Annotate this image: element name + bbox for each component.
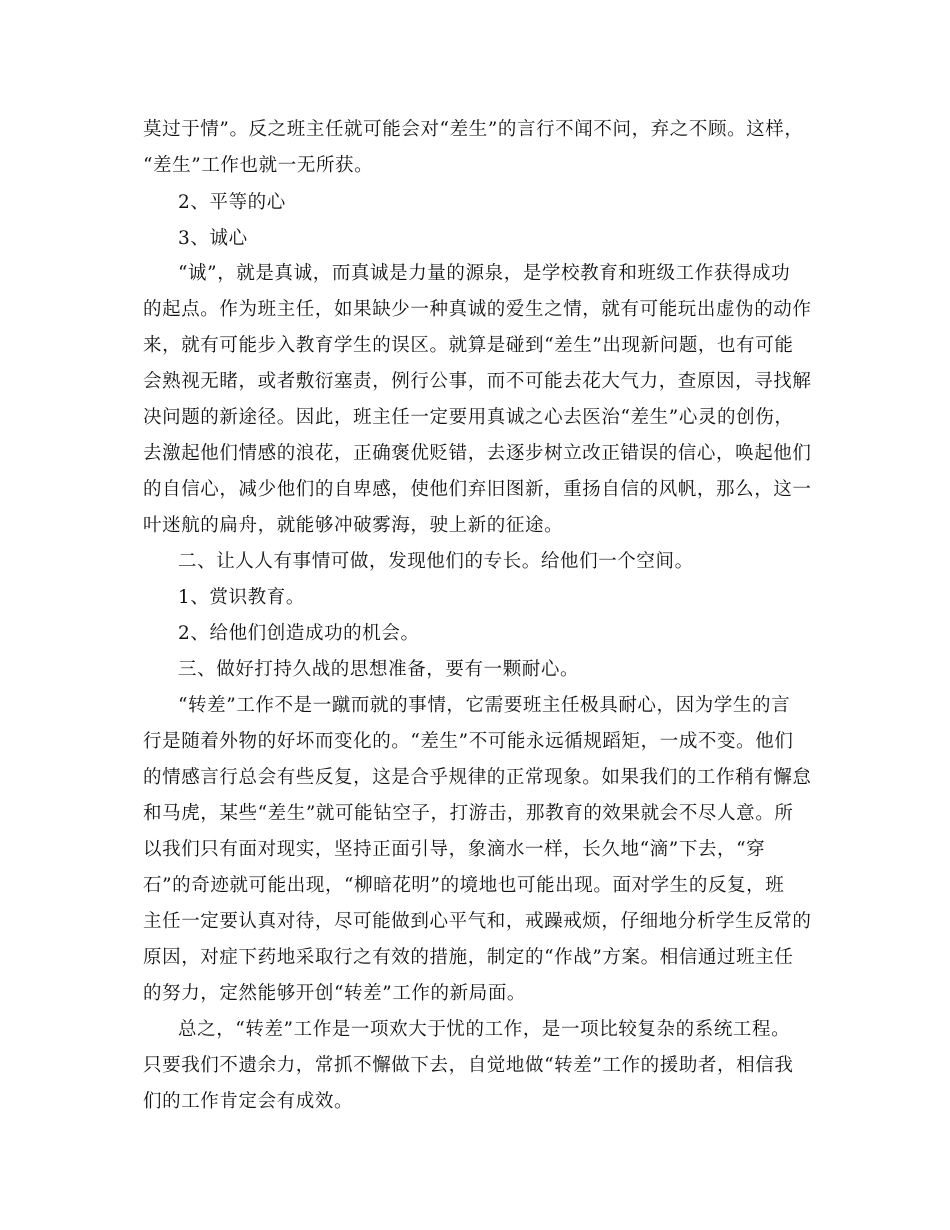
paragraph-start: “转差”工作不是一蹴而就的事情，它需要班主任极具耐心，因为学生的言 bbox=[178, 695, 791, 716]
text-line: 会熟视无睹，或者敷衍塞责，例行公事，而不可能去花大气力，查原因，寻找解 bbox=[143, 371, 812, 392]
paragraph-start: “诚”，就是真诚，而真诚是力量的源泉，是学校教育和班级工作获得成功 bbox=[178, 263, 791, 284]
text-line: 的努力，定然能够开创“转差”工作的新局面。 bbox=[143, 983, 527, 1004]
list-item: 2、平等的心 bbox=[178, 192, 286, 213]
section-heading: 二、让人人有事情可做，发现他们的专长。给他们一个空间。 bbox=[178, 551, 694, 572]
text-line: 和马虎，某些“差生”就可能钻空子，打游击，那教育的效果就会不尽人意。所 bbox=[143, 803, 794, 824]
list-item: 3、诚心 bbox=[178, 228, 248, 249]
section-heading: 三、做好打持久战的思想准备，要有一颗耐心。 bbox=[178, 659, 580, 680]
text-line: 行是随着外物的好坏而变化的。“差生”不可能永远循规蹈矩，一成不变。他们 bbox=[143, 731, 794, 752]
text-line: 去激起他们情感的浪花，正确褒优贬错，去逐步树立改正错误的信心，唤起他们 bbox=[143, 443, 812, 464]
text-line: 莫过于情”。反之班主任就可能会对“差生”的言行不闻不问，弃之不顾。这样， bbox=[143, 119, 804, 140]
text-line: 原因，对症下药地采取行之有效的措施，制定的“作战”方案。相信通过班主任 bbox=[143, 947, 794, 968]
text-line: 决问题的新途径。因此，班主任一定要用真诚之心去医治“差生”心灵的创伤， bbox=[143, 407, 794, 428]
text-line: 只要我们不遗余力，常抓不懈做下去，自觉地做“转差”工作的援助者，相信我 bbox=[143, 1055, 794, 1076]
text-line: 的起点。作为班主任，如果缺少一种真诚的爱生之情，就有可能玩出虚伪的动作 bbox=[143, 299, 812, 320]
text-line: 石”的奇迹就可能出现，“柳暗花明”的境地也可能出现。面对学生的反复，班 bbox=[143, 875, 785, 896]
text-line: 主任一定要认真对待，尽可能做到心平气和，戒躁戒烦，仔细地分析学生反常的 bbox=[143, 911, 812, 932]
text-line: 的情感言行总会有些反复，这是合乎规律的正常现象。如果我们的工作稍有懈怠 bbox=[143, 767, 812, 788]
text-line: 的自信心，减少他们的自卑感，使他们弃旧图新，重扬自信的风帆，那么，这一 bbox=[143, 479, 812, 500]
text-line: 叶迷航的扁舟，就能够冲破雾海，驶上新的征途。 bbox=[143, 515, 564, 536]
text-line: 来，就有可能步入教育学生的误区。就算是碰到“差生”出现新问题，也有可能 bbox=[143, 335, 794, 356]
text-line: 以我们只有面对现实，坚持正面引导，象滴水一样，长久地“滴”下去，“穿 bbox=[143, 839, 766, 860]
list-item: 2、给他们创造成功的机会。 bbox=[178, 623, 420, 644]
text-line: “差生”工作也就一无所获。 bbox=[143, 155, 374, 176]
list-item: 1、赏识教育。 bbox=[178, 587, 305, 608]
paragraph-start: 总之，“转差”工作是一项欢大于忧的工作，是一项比较复杂的系统工程。 bbox=[178, 1019, 791, 1040]
text-line: 们的工作肯定会有成效。 bbox=[143, 1091, 354, 1112]
